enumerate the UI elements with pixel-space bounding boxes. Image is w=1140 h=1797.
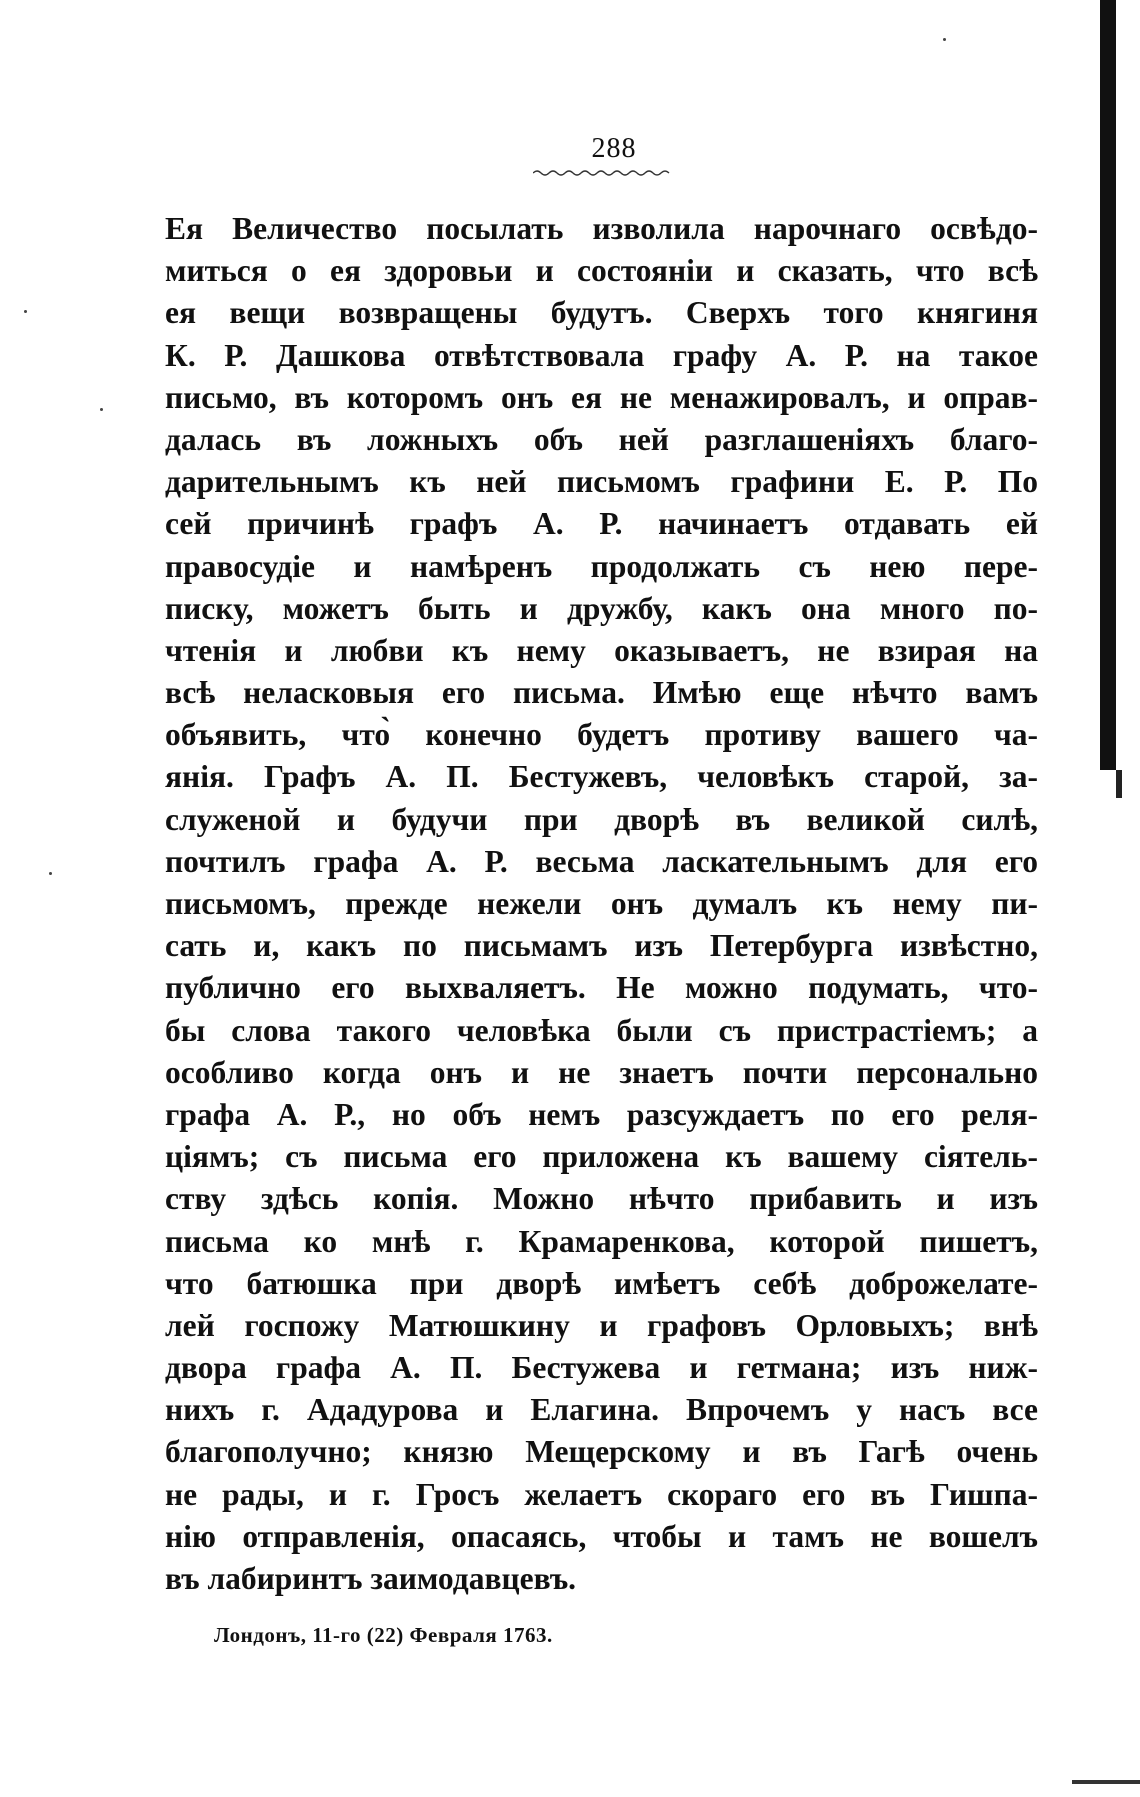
text-line: благополучно; князю Мещерскому и въ Гагѣ очень: [165, 1434, 1038, 1470]
text-line: ству здѣсь копія. Можно нѣчто прибавить и изъ: [165, 1181, 1038, 1217]
text-line: нихъ г. Ададурова и Елагина. Впрочемъ у насъ все: [165, 1392, 1038, 1428]
text-line: К. Р. Дашкова отвѣтствовала графу А. Р. на такое: [165, 337, 1038, 373]
scan-bottom-rule: [1072, 1780, 1140, 1784]
text-line: бы слова такого человѣка были съ пристрастіемъ; а: [165, 1012, 1038, 1048]
letter-signature: Лондонъ, 11-го (22) Февраля 1763.: [214, 1623, 553, 1647]
scan-edge-tick: [1116, 770, 1122, 798]
scan-speck: [100, 408, 103, 411]
text-line: дарительнымъ къ ней письмомъ графини Е. Р. По: [165, 464, 1038, 500]
text-line: что батюшка при дворѣ имѣетъ себѣ доброжелате-: [165, 1265, 1038, 1301]
text-line: лей госпожу Матюшкину и графовъ Орловыхъ; внѣ: [165, 1307, 1038, 1343]
text-line: сей причинѣ графъ А. Р. начинаетъ отдавать ей: [165, 506, 1038, 542]
text-line: письма ко мнѣ г. Крамаренкова, которой пишетъ,: [165, 1223, 1038, 1259]
scan-speck: [24, 310, 27, 313]
text-line: сать и, какъ по письмамъ изъ Петербурга извѣстно,: [165, 928, 1038, 964]
text-line: ціямъ; съ письма его приложена къ вашему сіятель-: [165, 1139, 1038, 1175]
text-line: письмомъ, прежде нежели онъ думалъ къ нему пи-: [165, 886, 1038, 921]
text-line: особливо когда онъ и не знаетъ почти персонально: [165, 1054, 1038, 1090]
letter-body: [165, 208, 1038, 1600]
text-line: публично его выхваляетъ. Не можно подумать, что-: [165, 970, 1038, 1006]
text-line: нію отправленія, опасаясь, чтобы и тамъ не вошелъ: [165, 1518, 1038, 1554]
text-line: въ лабиринтъ заимодавцевъ.: [165, 1561, 577, 1596]
text-line: далась въ ложныхъ объ ней разглашеніяхъ благо-: [165, 421, 1038, 457]
text-line: служеной и будучи при дворѣ въ великой силѣ,: [165, 801, 1038, 837]
text-line: письмо, въ которомъ онъ ея не менажировалъ, и оправ-: [165, 379, 1038, 415]
text-line: янія. Графъ А. П. Бестужевъ, человѣкъ старой, за-: [165, 759, 1038, 795]
text-line: ея вещи возвращены будутъ. Сверхъ того княгиня: [165, 295, 1038, 331]
text-line: не рады, и г. Гросъ желаетъ скораго его въ Гишпа-: [165, 1476, 1038, 1512]
text-line: двора графа А. П. Бестужева и гетмана; изъ ниж-: [165, 1350, 1038, 1386]
text-line: всѣ неласковыя его письма. Имѣю еще нѣчто вамъ: [165, 675, 1038, 711]
text-line: миться о ея здоровьи и состояніи и сказать, что всѣ: [165, 253, 1038, 289]
text-line: чтенія и любви къ нему оказываетъ, не взирая на: [165, 632, 1038, 668]
scan-edge-bar: [1100, 0, 1116, 770]
text-line: графа А. Р., но объ немъ разсуждаетъ по его реля-: [165, 1096, 1038, 1132]
text-line: почтилъ графа А. Р. весьма ласкательнымъ для его: [165, 843, 1038, 879]
text-line: писку, можетъ быть и дружбу, какъ она много по-: [165, 590, 1038, 626]
text-line: Ея Величество посылать изволила нарочнаго освѣдо-: [165, 211, 1038, 246]
text-line: правосудіе и намѣренъ продолжать съ нею пере-: [165, 548, 1038, 584]
page-number-ornament: [533, 168, 673, 178]
scan-speck: [49, 872, 52, 875]
page-number: 288: [591, 133, 637, 164]
scan-speck: [943, 38, 946, 41]
text-line: объявить, что̀ конечно будетъ противу вашего ча-: [165, 717, 1038, 753]
